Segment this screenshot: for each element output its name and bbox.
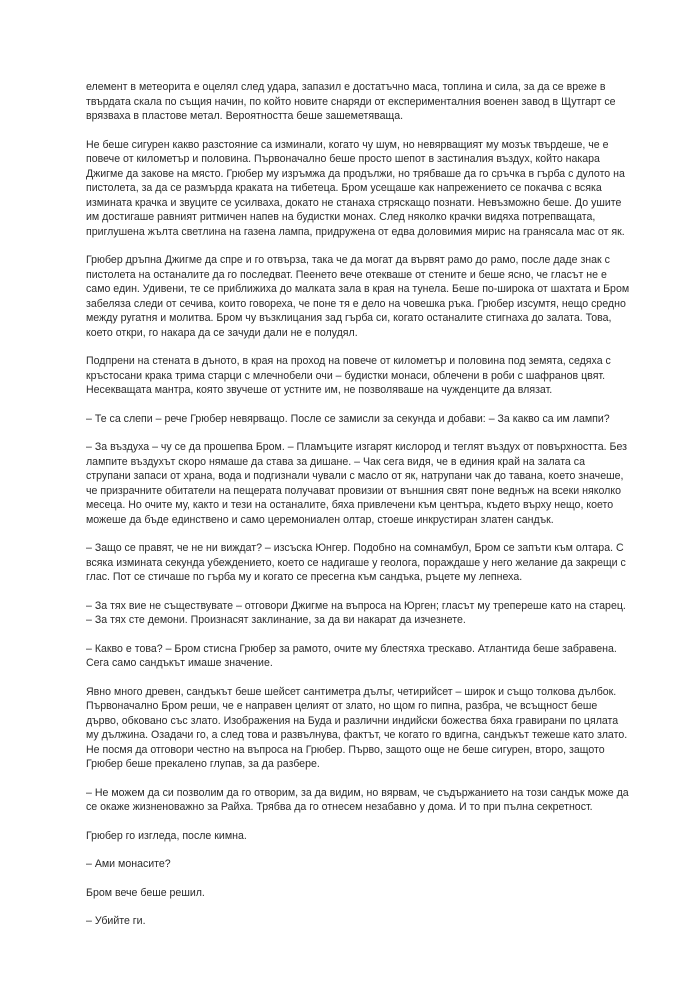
paragraph: Подпрени на стената в дъното, в края на проход на повече от километър и половина под земята, седяха с кръстосани крака трима старци с млечнобели очи – будистки монаси, облечени в роби с шафранов цвят. Несекващата мантра, която звучеше от устните им, не позволяваше на чужденците да влязат. — [86, 355, 611, 396]
paragraph: – За въздуха – чу се да прошепва Бром. – Пламъците изгарят кислород и теглят въздух от повърхността. Без лампите въздухът скоро нямаше да става за дишане. – Чак сега видя, че в единия край на залата са струпани запаси от храна, вода и подгизнали чували с масло от як, натрупани чак до тавана, което значеше, че призрачните обитатели на пещерата получават провизии от външния свят поне веднъж на всеки няколко месеца. Но очите му, както и тези на останалите, бяха привлечени към центъра, където върху нещо, което можеше да бъде единствено и само церемониален олтар, стоеше инкрустиран златен сандък. — [86, 441, 628, 526]
paragraph: – Защо се правят, че не ни виждат? – изсъска Юнгер. Подобно на сомнамбул, Бром се запъти към олтара. С всяка измината секунда убеждението, което се надигаше у геолога, пораждаше у него желание да закрещи с глас. Пот се стичаше по гърба му и когато се пресегна към сандъка, ръцете му лепнеха. — [86, 542, 626, 583]
paragraph: – Какво е това? – Бром стисна Грюбер за рамото, очите му блестяха трескаво. Атлантида беше забравена. Сега само сандъкът имаше значение. — [86, 642, 617, 669]
paragraph: – За тях вие не съществувате – отговори Джигме на въпроса на Юрген; гласът му трепереше като на старец. – За тях сте демони. Произнасят заклинание, за да ви накарат да изчезнете. — [86, 599, 626, 626]
paragraph: – Ами монасите? — [86, 858, 171, 870]
paragraph: – Те са слепи – рече Грюбер невярващо. После се замисли за секунда и добави: – За какво са им лампи? — [86, 412, 610, 425]
paragraph: Бром вече беше решил. — [86, 886, 205, 899]
paragraph: елемент в метеорита е оцелял след удара, запазил е достатъчно маса, топлина и сила, за да се вреже в твърдата скала по същия начин, по който новите снаряди от експерименталния военен завод в Щутгарт се врязваха в пластове метал. Вероятността беше зашеметяваща. — [86, 81, 616, 122]
paragraph: Грюбер дръпна Джигме да спре и го отвърза, така че да могат да вървят рамо до рамо, после даде знак с пистолета на останалите да го последват. Пеенето вече отекваше от стените и беше ясно, че гласът не е само един. Удивени, те се приближиха до малката зала в края на тунела. Беше по-широка от шахтата и Бром забеляза следи от сечива, които говореха, че поне тя е дело на човешка ръка. Грюбер изсумтя, нещо средно между ругатня и молитва. Бром чу възклицания зад гърба си, когато останалите стигнаха до залата. Това, което откри, го накара да се зачуди дали не е полудял. — [86, 254, 630, 339]
paragraph: Грюбер го изгледа, после кимна. — [86, 829, 247, 842]
paragraph: Явно много древен, сандъкът беше шейсет сантиметра дълъг, четирийсет – широк и също толкова дълбок. Първоначално Бром реши, че е направен целият от злато, но щом го пипна, разбра, че всъщност беше дърво, обковано със злато. Изображения на Буда и различни индийски божества бяха гравирани по цялата му дължина. Озадачи го, а след това и развълнува, фактът, че когато го вдигна, сандъкът тежеше като злато. Не посмя да отговори честно на въпроса на Грюбер. Първо, защото още не беше сигурен, второ, защото Грюбер беше прекалено глупав, за да разбере. — [86, 685, 628, 770]
paragraph: – Не можем да си позволим да го отворим, за да видим, но вярвам, че съдържанието на този сандък може да се окаже жизненоважно за Райха. Трябва да го отнесем незабавно у дома. И то при пълна секретност. — [86, 786, 629, 813]
text-column — [86, 80, 631, 943]
paragraph: – Убийте ги. — [86, 915, 146, 927]
paragraph: Не беше сигурен какво разстояние са изминали, когато чу шум, но невярващият му мозък твърдеше, че е повече от километър и половина. Първоначално беше просто шепот в застиналия въздух, който накара Джигме да закове на място. Грюбер му изръмжа да продължи, но трябваше да го сръчка в гърба с дулото на пистолета, за да се размърда краката на тибетеца. Бром усещаше как напрежението се покачва с всяка измината крачка и звуците се усилваха, докато не станаха стряскащо познати. Невъзможно беше. До ушите им достигаше равният ритмичен напев на будистки монах. След няколко крачки видяха потрепващата, приглушена жълта светлина на газена лампа, придружена от едва доловимия мирис на гранясала мас от як. — [86, 138, 625, 238]
